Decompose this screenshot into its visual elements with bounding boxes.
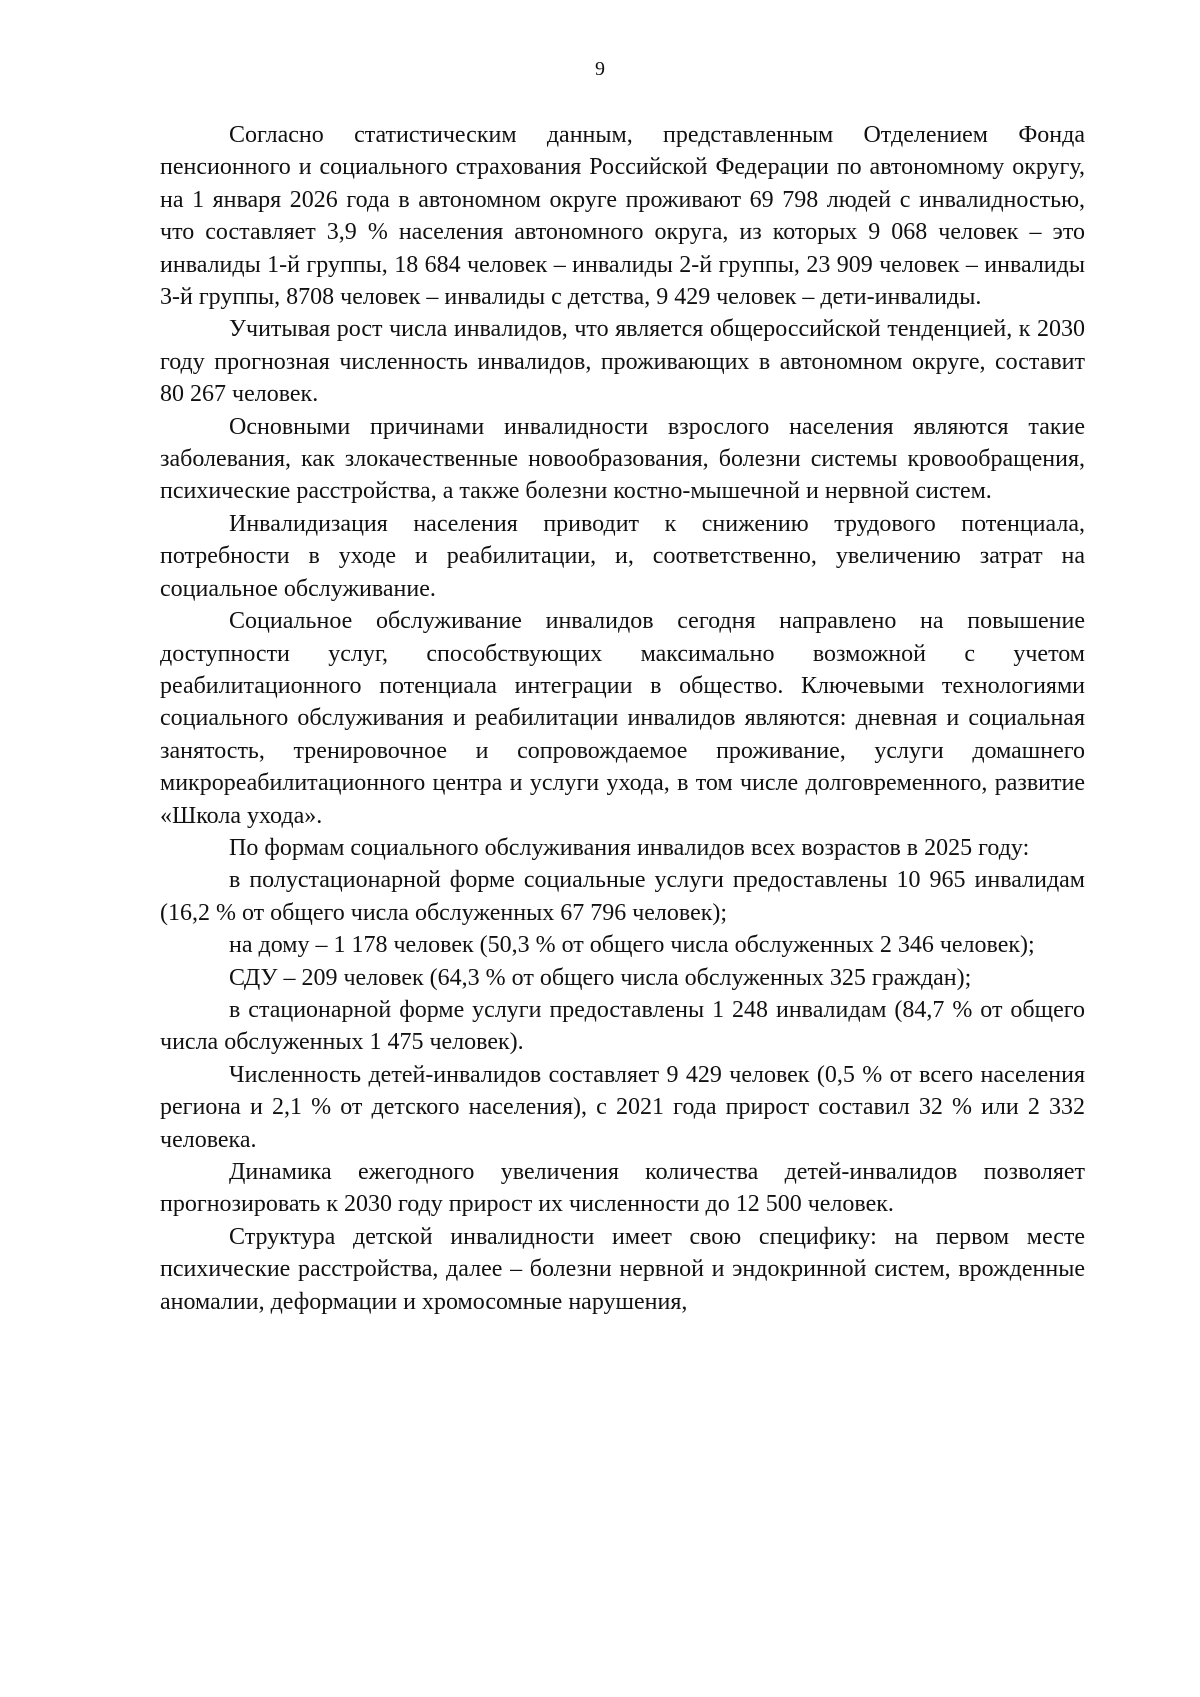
paragraph-service-forms-intro: По формам социального обслуживания инвалидов всех возрастов в 2025 году:	[229, 834, 1030, 861]
paragraph-child-disability-structure: Структура детской инвалидности имеет свою специфику: на первом месте психические расстройства, далее – болезни нервной и эндокринной систем, врожденные аномалии, деформации и хромосомные нарушения,	[160, 1223, 1085, 1315]
document-body	[160, 119, 1085, 1318]
paragraph-children-forecast: Динамика ежегодного увеличения количества детей-инвалидов позволяет прогнозировать к 2030 году прирост их численности до 12 500 человек.	[160, 1159, 1085, 1218]
page-number: 9	[595, 58, 605, 80]
paragraph-semi-stationary-form: в полустационарной форме социальные услуги предоставлены 10 965 инвалидам (16,2 % от общего числа обслуженных 67 796 человек);	[160, 867, 1085, 926]
paragraph-stationary-form: в стационарной форме услуги предоставлены 1 248 инвалидам (84,7 % от общего числа обслуженных 1 475 человек).	[160, 996, 1085, 1056]
paragraph-disability-statistics: Согласно статистическим данным, представленным Отделением Фонда пенсионного и социального страхования Российской Федерации по автономному округу, на 1 января 2026 года в автономном округе проживают 69 798 людей с инвалидностью, что составляет 3,9 % населения автономного округа, из которых 9 068 человек – это инвалиды 1-й группы, 18 684 человек – инвалиды 2-й группы, 23 909 человек – инвалиды 3-й группы, 8708 человек – инвалиды с детства, 9 429 человек – дети-инвалиды.	[160, 122, 1085, 311]
paragraph-children-disabled-count: Численность детей-инвалидов составляет 9 429 человек (0,5 % от всего населения региона и 2,1 % от детского населения), с 2021 года прирост составил 32 % или 2 332 человека.	[160, 1061, 1085, 1153]
paragraph-labor-potential: Инвалидизация населения приводит к снижению трудового потенциала, потребности в уходе и реабилитации, и, соответственно, увеличению затрат на социальное обслуживание.	[160, 510, 1085, 602]
paragraph-forecast-2030: Учитывая рост числа инвалидов, что является общероссийской тенденцией, к 2030 году прогнозная численность инвалидов, проживающих в автономном округе, составит 80 267 человек.	[160, 316, 1085, 408]
paragraph-main-causes: Основными причинами инвалидности взрослого населения являются такие заболевания, как злокачественные новообразования, болезни системы кровообращения, психические расстройства, а также болезни костно-мышечной и нервной систем.	[160, 413, 1085, 505]
paragraph-home-service: на дому – 1 178 человек (50,3 % от общего числа обслуженных 2 346 человек);	[229, 932, 1035, 959]
paragraph-sdu: СДУ – 209 человек (64,3 % от общего числа обслуженных 325 граждан);	[229, 964, 972, 991]
paragraph-social-service-technologies: Социальное обслуживание инвалидов сегодня направлено на повышение доступности услуг, способствующих максимально возможной с учетом реабилитационного потенциала интеграции в общество. Ключевыми технологиями социального обслуживания и реабилитации инвалидов являются: дневная и социальная занятость, тренировочное и сопровождаемое проживание, услуги домашнего микрореабилитационного центра и услуги ухода, в том числе долговременного, развитие «Школа ухода».	[160, 608, 1085, 829]
